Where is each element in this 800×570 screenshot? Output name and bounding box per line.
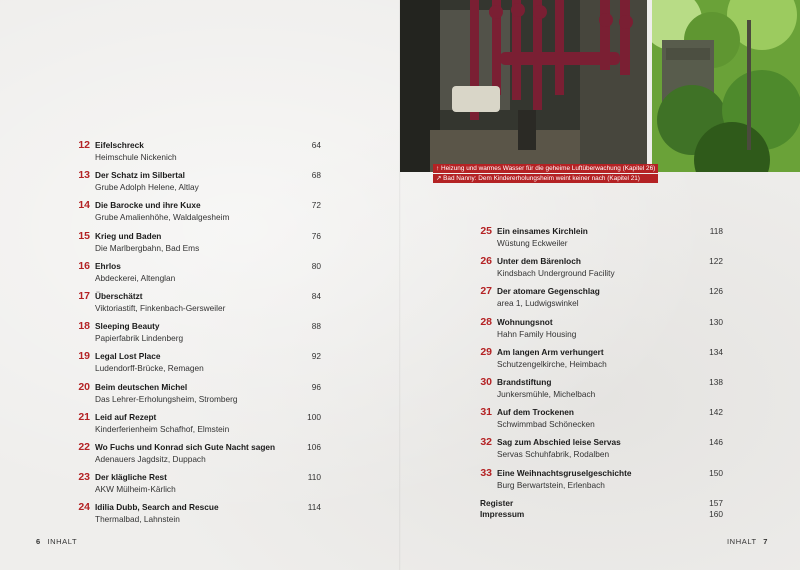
chapter-location: Junkersmühle, Michelbach <box>497 388 596 399</box>
chapter-page: 146 <box>709 437 723 448</box>
chapter-page: 106 <box>307 441 321 452</box>
chapter-title: Der klägliche Rest <box>95 472 167 483</box>
toc-entry[interactable] <box>76 199 321 229</box>
chapter-location: Adenauers Jagdsitz, Duppach <box>95 453 206 464</box>
left-page-number: 6 <box>36 537 41 546</box>
toc-entry[interactable] <box>478 467 723 497</box>
chapter-location: area 1, Ludwigswinkel <box>497 298 579 309</box>
chapter-page: 114 <box>307 502 321 513</box>
chapter-page: 130 <box>709 316 723 327</box>
chapter-title: Wo Fuchs und Konrad sich Gute Nacht sagen <box>95 441 276 452</box>
chapter-location: Die Marlbergbahn, Bad Ems <box>95 242 200 253</box>
toc-entry[interactable] <box>478 316 723 346</box>
toc-entry[interactable] <box>76 411 321 441</box>
chapter-title: Brandstiftung <box>497 376 552 387</box>
toc-entry[interactable] <box>76 290 321 320</box>
chapter-title: Idilia Dubb, Search and Rescue <box>95 502 219 513</box>
chapter-title: Beim deutschen Michel <box>95 381 188 392</box>
chapter-number: 12 <box>78 139 90 151</box>
chapter-location: Servas Schuhfabrik, Rodalben <box>497 449 610 460</box>
chapter-number: 19 <box>78 350 90 363</box>
chapter-location: Grube Adolph Helene, Altlay <box>95 182 199 193</box>
footer-left <box>36 537 77 546</box>
chapter-page: 64 <box>311 140 321 150</box>
impressum-label: Impressum <box>480 509 525 519</box>
chapter-location: Burg Berwartstein, Erlenbach <box>497 479 605 490</box>
chapter-location: Papierfabrik Lindenberg <box>95 333 184 344</box>
toc-entry[interactable] <box>76 501 321 531</box>
chapter-title: Auf dem Trockenen <box>497 407 574 418</box>
chapter-page: 92 <box>311 351 321 362</box>
chapter-number: 22 <box>78 440 90 453</box>
chapter-title: Eine Weihnachtsgruselgeschichte <box>497 467 632 478</box>
chapter-page: 126 <box>709 286 723 297</box>
chapter-location: Schwimmbad Schönecken <box>497 419 595 430</box>
chapter-number: 16 <box>78 259 90 272</box>
chapter-number: 33 <box>480 466 492 479</box>
chapter-title: Eifelschreck <box>95 140 144 150</box>
chapter-number: 30 <box>480 375 492 388</box>
toc-entry[interactable] <box>76 441 321 471</box>
toc-entry[interactable] <box>478 225 723 255</box>
toc-entry[interactable] <box>76 139 321 169</box>
chapter-page: 138 <box>709 376 723 387</box>
chapter-number: 24 <box>78 501 90 514</box>
chapter-title: Ehrlos <box>95 260 121 271</box>
chapter-location: Kinderferienheim Schafhof, Elmstein <box>95 423 230 434</box>
chapter-title: Ein einsames Kirchlein <box>497 226 588 236</box>
toc-entry[interactable] <box>76 260 321 290</box>
chapter-number: 17 <box>78 289 90 302</box>
chapter-title: Der atomare Gegenschlag <box>497 286 600 297</box>
chapter-title: Unter dem Bärenloch <box>497 256 581 267</box>
chapter-title: Wohnungsnot <box>497 316 553 327</box>
toc-entry[interactable] <box>478 285 723 315</box>
register-page: 157 <box>709 498 723 508</box>
chapter-page: 134 <box>709 346 723 357</box>
photo-overgrown-ruin <box>652 0 800 172</box>
chapter-location: Hahn Family Housing <box>497 328 577 339</box>
chapter-number: 18 <box>78 320 90 333</box>
chapter-page: 88 <box>311 321 321 332</box>
chapter-number: 15 <box>78 229 90 242</box>
chapter-page: 72 <box>311 200 321 211</box>
chapter-location: Thermalbad, Lahnstein <box>95 514 180 525</box>
chapter-location: Heimschule Nickenich <box>95 152 177 162</box>
chapter-title: Sag zum Abschied leise Servas <box>497 437 621 448</box>
chapter-number: 13 <box>78 169 90 182</box>
chapter-location: Wüstung Eckweiler <box>497 238 568 248</box>
chapter-title: Am langen Arm verhungert <box>497 346 604 357</box>
chapter-page: 84 <box>311 290 321 301</box>
chapter-page: 142 <box>709 407 723 418</box>
chapter-page: 68 <box>311 170 321 181</box>
chapter-location: Das Lehrer-Erholungsheim, Stromberg <box>95 393 238 404</box>
toc-entry[interactable] <box>478 346 723 376</box>
toc-entry[interactable] <box>76 230 321 260</box>
toc-right-column <box>478 225 723 497</box>
chapter-page: 76 <box>311 230 321 241</box>
impressum-entry[interactable] <box>478 509 723 520</box>
chapter-location: Kindsbach Underground Facility <box>497 268 615 279</box>
chapter-page: 118 <box>709 226 723 236</box>
toc-entry[interactable] <box>478 255 723 285</box>
chapter-page: 150 <box>709 467 723 478</box>
chapter-number: 27 <box>480 285 492 298</box>
chapter-location: AKW Mülheim-Kärlich <box>95 484 176 495</box>
chapter-title: Der Schatz im Silbertal <box>95 170 185 181</box>
photo-boiler-room <box>400 0 647 172</box>
toc-entry[interactable] <box>76 169 321 199</box>
toc-extras <box>478 498 723 520</box>
chapter-number: 20 <box>78 380 90 393</box>
toc-entry[interactable] <box>76 350 321 380</box>
toc-entry[interactable] <box>478 436 723 466</box>
chapter-location: Grube Amalienhöhe, Waldalgesheim <box>95 212 230 223</box>
chapter-number: 14 <box>78 199 90 212</box>
chapter-location: Viktoriastift, Finkenbach-Gersweiler <box>95 302 226 313</box>
chapter-number: 32 <box>480 436 492 449</box>
chapter-number: 25 <box>480 225 492 237</box>
chapter-title: Leid auf Rezept <box>95 411 157 422</box>
chapter-title: Überschätzt <box>95 290 143 301</box>
chapter-location: Abdeckerei, Altenglan <box>95 272 176 283</box>
toc-entry[interactable] <box>478 406 723 436</box>
chapter-page: 110 <box>307 472 321 483</box>
chapter-number: 29 <box>480 345 492 358</box>
toc-entry[interactable] <box>76 381 321 411</box>
right-page-number: 7 <box>763 537 769 546</box>
left-running-head: INHALT <box>47 537 78 546</box>
chapter-number: 31 <box>480 406 492 419</box>
caption-bad-nanny: ↗ Bad Nanny: Dem Kindererholungsheim weint keiner nach (Kapitel 21) <box>433 174 658 183</box>
register-label: Register <box>480 498 514 508</box>
chapter-page: 122 <box>709 256 723 267</box>
chapter-title: Legal Lost Place <box>95 351 161 362</box>
caption-boiler-room: ↑ Heizung und warmes Wasser für die geheime Luftüberwachung (Kapitel 26) <box>433 164 658 173</box>
chapter-title: Sleeping Beauty <box>95 321 160 332</box>
chapter-number: 21 <box>78 410 90 423</box>
impressum-page: 160 <box>709 509 723 519</box>
chapter-page: 100 <box>307 411 321 422</box>
toc-entry[interactable] <box>478 376 723 406</box>
toc-entry[interactable] <box>76 471 321 501</box>
chapter-page: 96 <box>311 381 321 392</box>
chapter-number: 26 <box>480 255 492 268</box>
chapter-title: Krieg und Baden <box>95 230 162 241</box>
register-entry[interactable] <box>478 498 723 509</box>
chapter-page: 80 <box>311 260 321 271</box>
chapter-number: 28 <box>480 315 492 328</box>
right-running-head: INHALT <box>727 537 757 546</box>
footer-right <box>727 537 768 546</box>
chapter-location: Schutzengelkirche, Heimbach <box>497 358 607 369</box>
photo-captions <box>433 164 658 184</box>
toc-left-column <box>76 139 321 531</box>
chapter-number: 23 <box>78 471 90 484</box>
chapter-location: Ludendorff-Brücke, Remagen <box>95 363 204 374</box>
toc-entry[interactable] <box>76 320 321 350</box>
chapter-title: Die Barocke und ihre Kuxe <box>95 200 201 211</box>
